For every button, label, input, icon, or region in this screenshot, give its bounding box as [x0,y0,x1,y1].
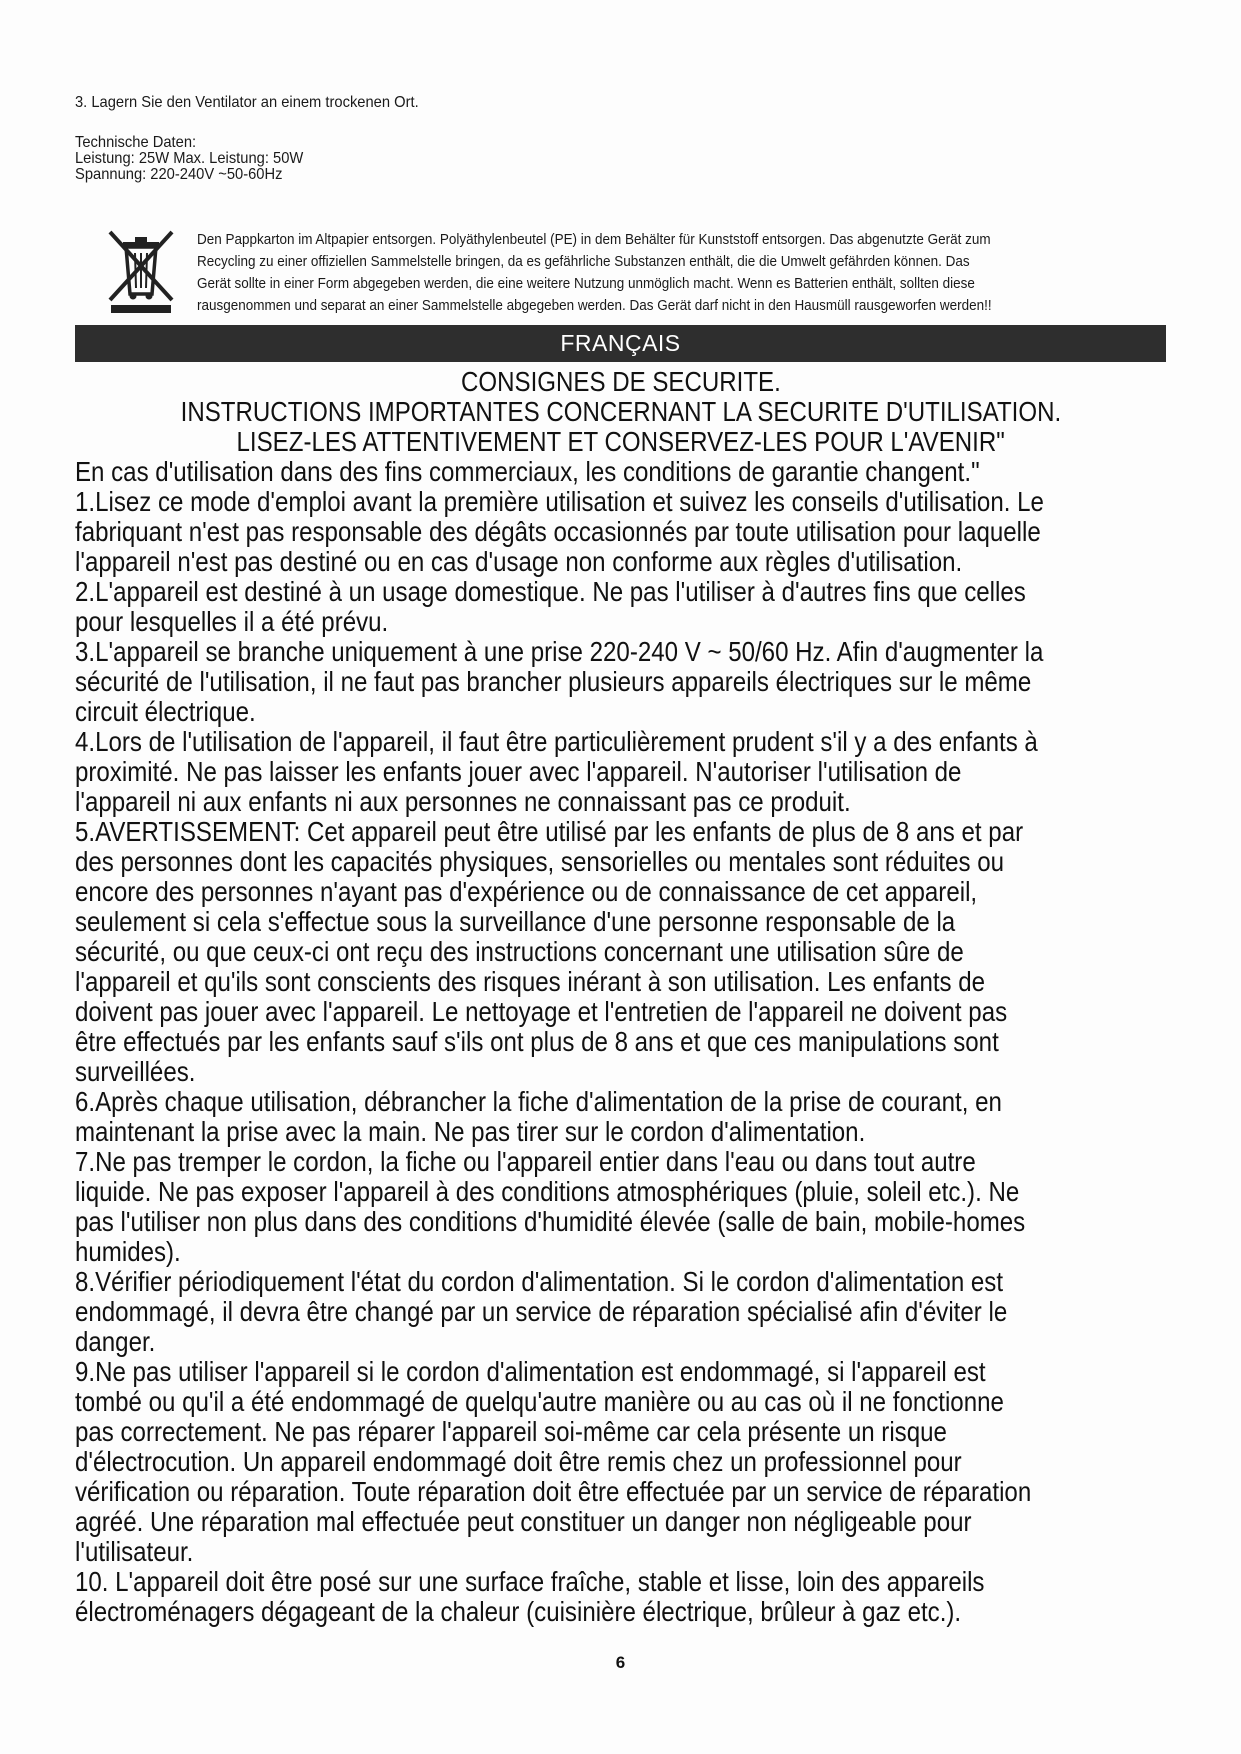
safety-text-line: agréé. Une réparation mal effectuée peut constituer un danger non négligeable pour [75,1506,972,1537]
recycling-line: Den Pappkarton im Altpapier entsorgen. Polyäthylenbeutel (PE) in dem Behälter für Kunststoff entsorgen. Das abgenutzte Gerät zum [197,232,991,248]
safety-text-line: 5.AVERTISSEMENT: Cet appareil peut être utilisé par les enfants de plus de 8 ans et par [75,816,1024,847]
safety-text-line: l'appareil et qu'ils sont conscients des risques inérant à son utilisation. Les enfants de [75,966,986,997]
safety-text-line: électroménagers dégageant de la chaleur (cuisinière électrique, brûleur à gaz etc.). [75,1596,962,1627]
german-storage-instruction: 3. Lagern Sie den Ventilator an einem trockenen Ort. [75,94,419,111]
safety-text-line: 1.Lisez ce mode d'emploi avant la première utilisation et suivez les conseils d'utilisation. Le [75,486,1044,517]
safety-text-line: 2.L'appareil est destiné à un usage domestique. Ne pas l'utiliser à d'autres fins que celles [75,576,1026,607]
recycling-line: rausgenommen und separat an einer Sammelstelle abgegeben werden. Das Gerät darf nicht in den Hausmüll rausgeworfen werden!! [197,298,992,314]
safety-text-line: être effectués par les enfants sauf s'ils ont plus de 8 ans et que ces manipulations sont [75,1026,999,1057]
safety-text-line: maintenant la prise avec la main. Ne pas tirer sur le cordon d'alimentation. [75,1116,866,1147]
safety-text-line: l'appareil ni aux enfants ni aux personnes ne connaissant pas ce produit. [75,786,851,817]
recycling-line: Gerät sollte in einer Form abgegeben werden, die eine weitere Nutzung unmöglich macht. Wenn es Batterien enthält, sollten diese [197,276,975,292]
safety-text-line: 6.Après chaque utilisation, débrancher la fiche d'alimentation de la prise de courant, en [75,1086,1002,1117]
language-section-bar: FRANÇAIS [75,325,1166,362]
safety-text-line: pour lesquelles il a été prévu. [75,606,389,637]
recycling-line: Recycling zu einer offiziellen Sammelstelle bringen, da es gefährliche Substanzen enthält, die die Umwelt gefährden können. Das [197,254,970,270]
safety-text-line: doivent pas jouer avec l'appareil. Le nettoyage et l'entretien de l'appareil ne doivent pas [75,996,1008,1027]
safety-text-line: pas correctement. Ne pas réparer l'appareil soi-même car cela présente un risque [75,1416,947,1447]
safety-text-line: pas l'utiliser non plus dans des conditions d'humidité élevée (salle de bain, mobile-homes [75,1206,1026,1237]
technical-data-power: Leistung: 25W Max. Leistung: 50W [75,150,304,167]
safety-text-line: 10. L'appareil doit être posé sur une surface fraîche, stable et lisse, loin des appareils [75,1566,985,1597]
safety-text-line: 9.Ne pas utiliser l'appareil si le cordon d'alimentation est endommagé, si l'appareil est [75,1356,986,1387]
technical-data-voltage: Spannung: 220-240V ~50-60Hz [75,166,283,183]
page-number: 6 [615,1653,626,1672]
safety-text-line: En cas d'utilisation dans des fins commerciaux, les conditions de garantie changent." [75,456,980,487]
safety-text-line: encore des personnes n'ayant pas d'expérience ou de connaissance de cet appareil, [75,876,978,907]
safety-text-line: 7.Ne pas tremper le cordon, la fiche ou l'appareil entier dans l'eau ou dans tout autre [75,1146,976,1177]
safety-text-line: sécurité de l'utilisation, il ne faut pas brancher plusieurs appareils électriques sur le même [75,666,1032,697]
safety-text-line: circuit électrique. [75,696,256,727]
safety-text-line: humides). [75,1236,181,1267]
recycling-notice [197,229,1157,317]
safety-text-line: des personnes dont les capacités physiques, sensorielles ou mentales sont réduites ou [75,846,1004,877]
safety-text-line: proximité. Ne pas laisser les enfants jouer avec l'appareil. N'autoriser l'utilisation de [75,756,962,787]
safety-text-line: vérification ou réparation. Toute réparation doit être effectuée par un service de réparation [75,1476,1032,1507]
safety-text-line: danger. [75,1326,156,1357]
safety-text-line: 4.Lors de l'utilisation de l'appareil, il faut être particulièrement prudent s'il y a des enfants à [75,726,1038,757]
safety-text-line: l'utilisateur. [75,1536,194,1567]
safety-text-line: surveillées. [75,1056,196,1087]
safety-text-line: 8.Vérifier périodiquement l'état du cordon d'alimentation. Si le cordon d'alimentation est [75,1266,1004,1297]
safety-text-line: 3.L'appareil se branche uniquement à une prise 220-240 V ~ 50/60 Hz. Afin d'augmenter la [75,636,1044,667]
safety-text-line: l'appareil n'est pas destiné ou en cas d'usage non conforme aux règles d'utilisation. [75,546,963,577]
safety-text-line: tombé ou qu'il a été endommagé de quelqu'autre manière ou au cas où il ne fonctionne [75,1386,1004,1417]
technical-data-title: Technische Daten: [75,134,197,151]
safety-text-line: d'électrocution. Un appareil endommagé doit être remis chez un professionnel pour [75,1446,962,1477]
safety-text-line: seulement si cela s'effectue sous la surveillance d'une personne responsable de la [75,906,956,937]
safety-heading-line: CONSIGNES DE SECURITE. [460,366,781,397]
safety-heading-line: LISEZ-LES ATTENTIVEMENT ET CONSERVEZ-LES POUR L'AVENIR" [236,426,1005,457]
safety-text-line: liquide. Ne pas exposer l'appareil à des conditions atmosphériques (pluie, soleil etc.). Ne [75,1176,1020,1207]
safety-text-line: sécurité, ou que ceux-ci ont reçu des instructions concernant une utilisation sûre de [75,936,964,967]
safety-text-line: endommagé, il devra être changé par un service de réparation spécialisé afin d'éviter le [75,1296,1008,1327]
safety-text-line: fabriquant n'est pas responsable des dégâts occasionnés par toute utilisation pour laquelle [75,516,1041,547]
crossed-bin-icon [107,228,175,314]
safety-heading-line: INSTRUCTIONS IMPORTANTES CONCERNANT LA SECURITE D'UTILISATION. [180,396,1061,427]
